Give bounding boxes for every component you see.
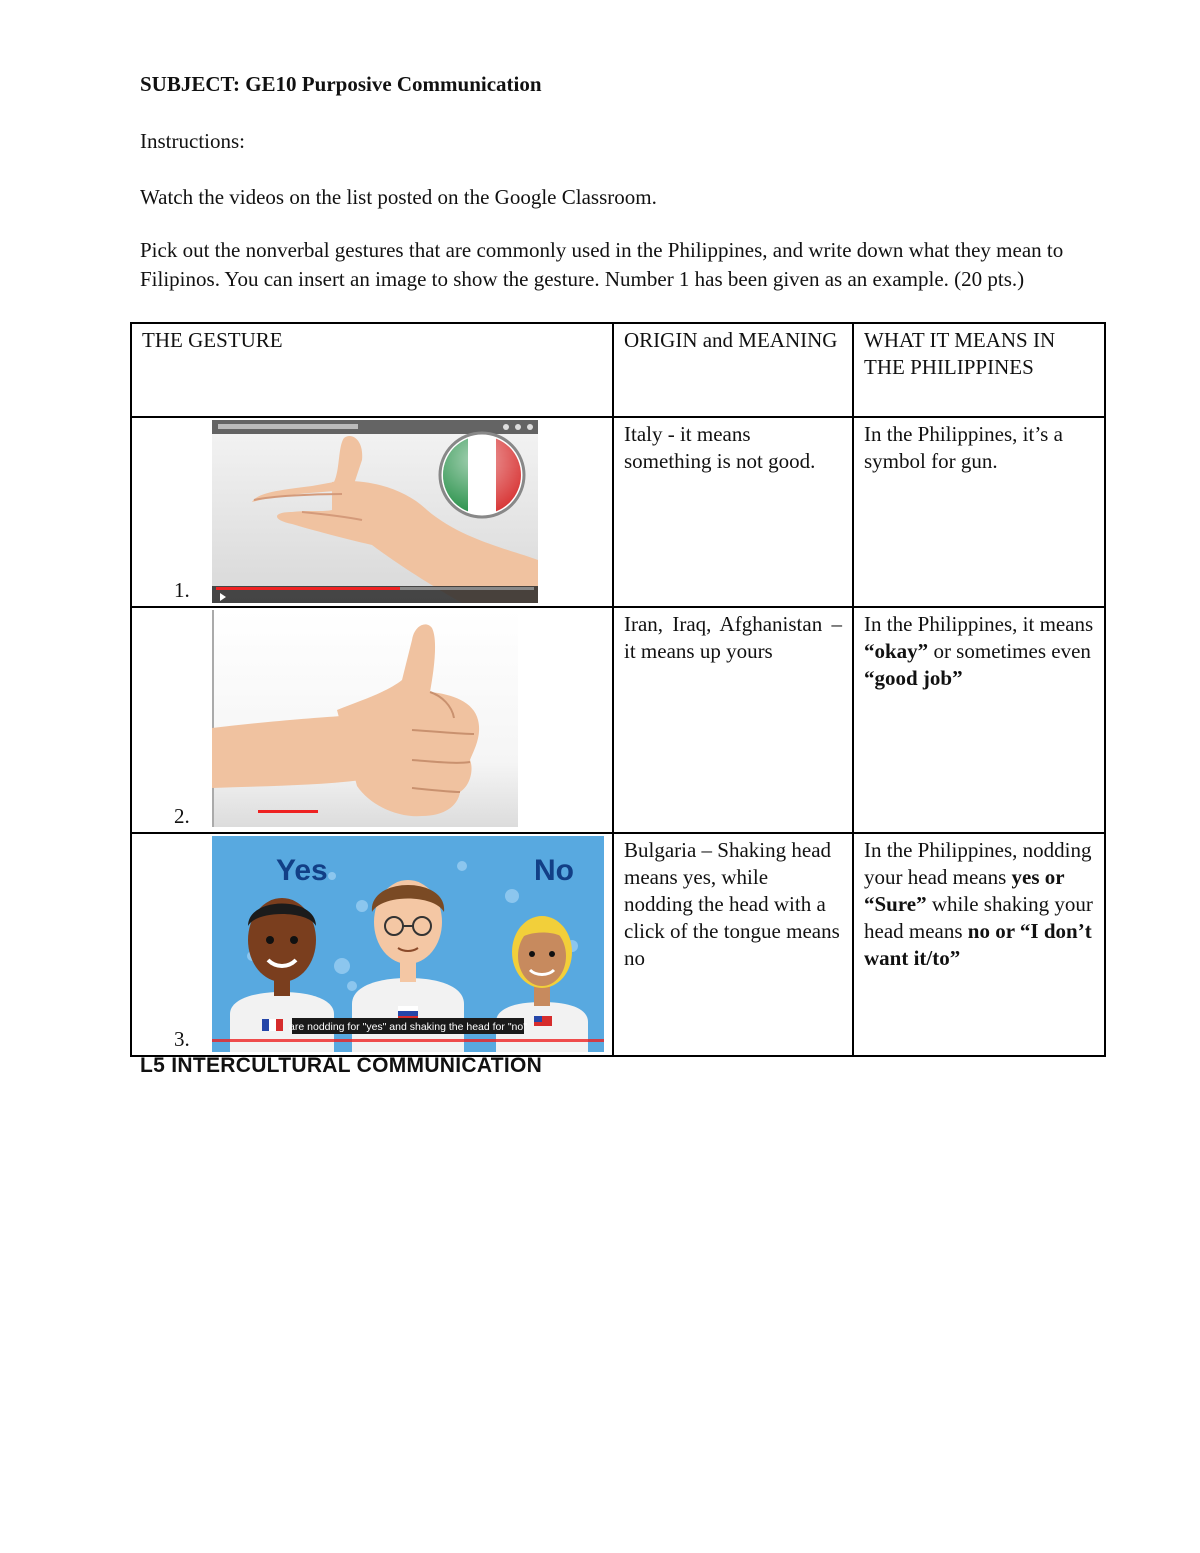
yes-no-cartoon-image (212, 836, 604, 1052)
row-number: 3. (174, 1027, 190, 1051)
origin-cell-3: Bulgaria – Shaking head means yes, while nodding the head with a click of the tongue means no (613, 833, 853, 1056)
ph-text: while shaking your head means (864, 892, 1093, 943)
instructions-label: Instructions: (140, 129, 245, 153)
no-label: No (534, 854, 574, 887)
table-row (131, 833, 1105, 1056)
ph-meaning-cell-2 (853, 607, 1105, 833)
italy-flag-hand-gun-image (212, 420, 538, 603)
ph-emphasis: “okay” (864, 639, 929, 663)
table-row (131, 607, 1105, 833)
instruction-paragraph-2: Pick out the nonverbal gestures that are commonly used in the Philippines, and write down what they mean to Filipinos. You can insert an image to show the gesture. Number 1 has been given as an example. (20 pts.) (140, 238, 1064, 291)
thumbs-up-image (212, 610, 518, 827)
gesture-cell-2 (131, 607, 613, 833)
row-number: 1. (174, 578, 190, 602)
instruction-paragraph-1: Watch the videos on the list posted on the Google Classroom. (140, 185, 657, 209)
ph-text: or sometimes even (928, 639, 1091, 663)
origin-cell-2: Iran, Iraq, Afghanistan – it means up yours (613, 607, 853, 833)
ph-meaning-cell-1: In the Philippines, it’s a symbol for gun. (853, 417, 1105, 607)
gesture-table (130, 322, 1106, 1057)
lesson-title: L5 INTERCULTURAL COMMUNICATION (140, 1054, 543, 1077)
header-gesture: THE GESTURE (131, 323, 613, 417)
ph-emphasis: no or “I don’t want it/to” (864, 919, 1092, 970)
origin-cell-1: Italy - it means something is not good. (613, 417, 853, 607)
ph-text: In the Philippines, nodding your head means (864, 838, 1092, 889)
ph-emphasis: “good job” (864, 666, 963, 690)
yes-label: Yes (276, 854, 328, 887)
video-caption: are nodding for "yes" and shaking the head for "no" (289, 1021, 527, 1033)
gesture-cell-3 (131, 833, 613, 1056)
row-number: 2. (174, 804, 190, 828)
gesture-cell-1 (131, 417, 613, 607)
ph-emphasis: yes or “Sure” (864, 865, 1065, 916)
table-row (131, 417, 1105, 607)
table-header-row (131, 323, 1105, 417)
header-origin: ORIGIN and MEANING (613, 323, 853, 417)
header-ph-meaning: WHAT IT MEANS IN THE PHILIPPINES (853, 323, 1105, 417)
subject-heading: SUBJECT: GE10 Purposive Communication (140, 72, 542, 96)
ph-text: In the Philippines, it means (864, 612, 1094, 636)
ph-meaning-cell-3 (853, 833, 1105, 1056)
